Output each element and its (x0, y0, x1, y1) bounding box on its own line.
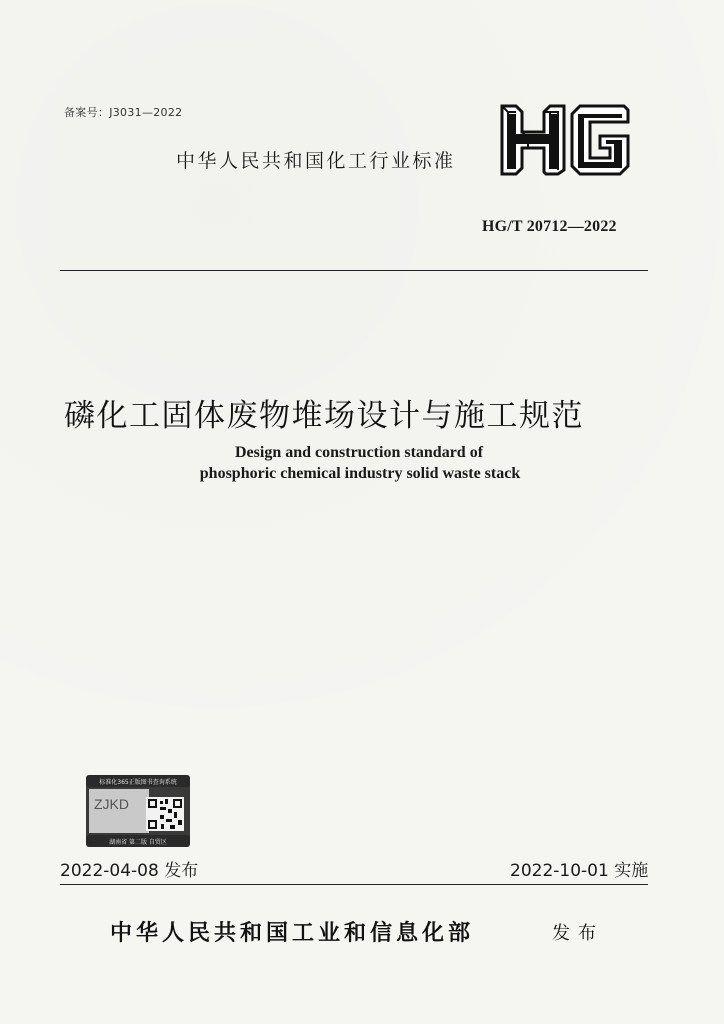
standard-type-heading: 中华人民共和国化工行业标准 (176, 150, 456, 172)
qr-code-icon (146, 797, 184, 831)
filing-number: 备案号：J3031—2022 (64, 106, 183, 119)
issuer-action: 发布 (552, 923, 604, 944)
logo-g-letter (572, 106, 628, 174)
bottom-divider (60, 884, 648, 885)
issuing-authority: 中华人民共和国工业和信息化部 (110, 921, 475, 946)
stamp-top-text: 标准化365正版图书查询系统 (99, 779, 177, 786)
hg-logo (498, 104, 632, 176)
logo-h-letter (502, 106, 564, 174)
stamp-brand: ZJKD (94, 796, 129, 812)
stamp-bottom-text: 湖南省 第二版 自贸区 (109, 839, 167, 846)
issue-date: 2022-04-08 发布 (60, 861, 199, 881)
top-divider (60, 270, 648, 271)
effective-date: 2022-10-01 实施 (510, 861, 649, 881)
anti-counterfeit-stamp (86, 775, 190, 847)
standard-number: HG/T 20712—2022 (482, 218, 617, 235)
title-english-line1: Design and construction standard of (234, 444, 484, 461)
title-chinese: 磷化工固体废物堆场设计与施工规范 (64, 398, 584, 434)
title-english-line2: phosphoric chemical industry solid waste stack (199, 465, 521, 482)
